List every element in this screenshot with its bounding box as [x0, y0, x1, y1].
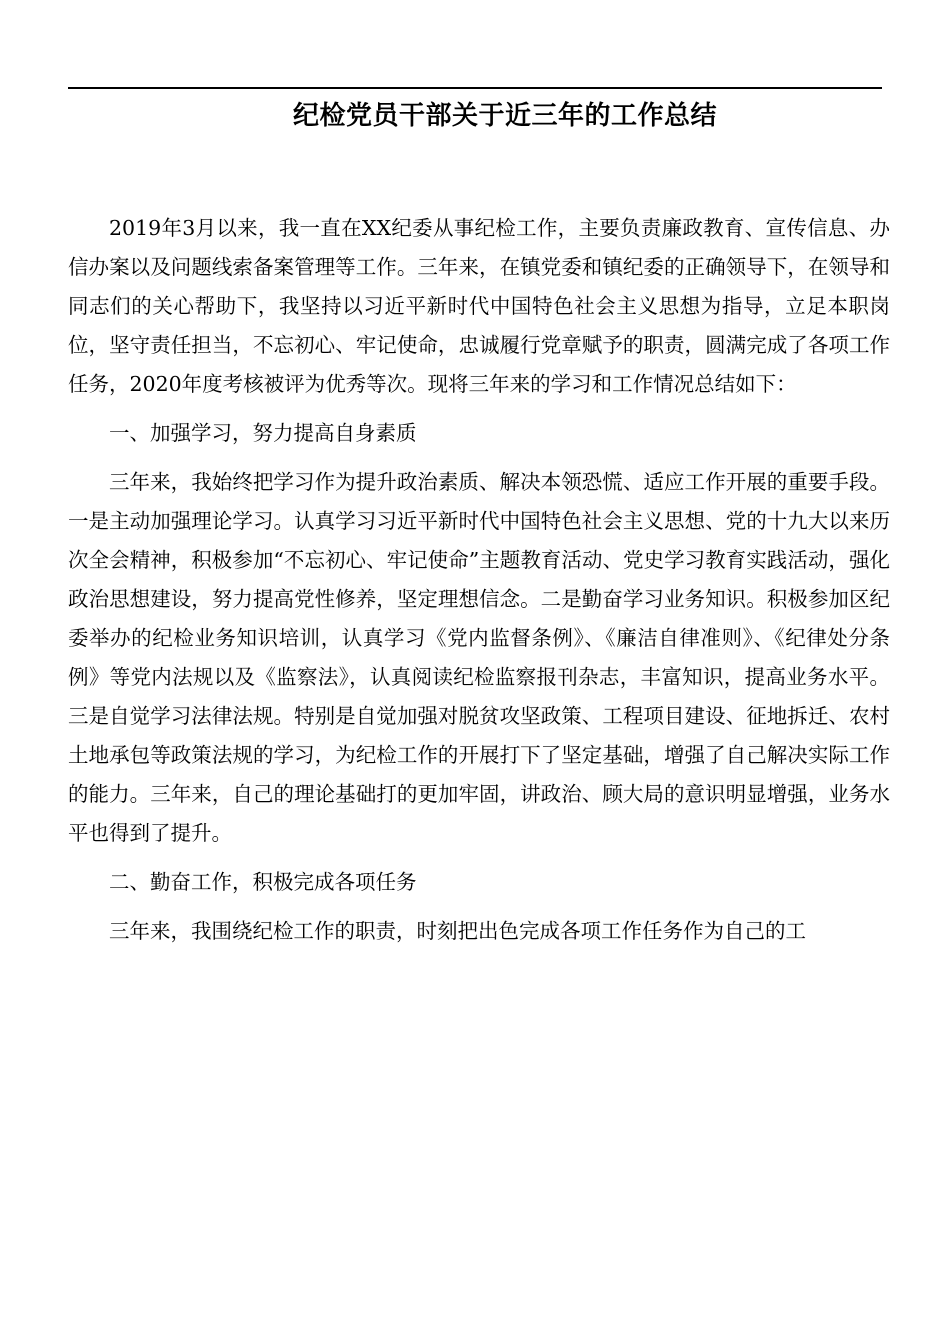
section-heading-2: 二、勤奋工作，积极完成各项任务 — [109, 870, 417, 894]
document-title: 纪检党员干部关于近三年的工作总结 — [292, 101, 717, 131]
header-rule — [68, 87, 882, 89]
document-body — [68, 209, 890, 951]
paragraph-intro: 2019年3月以来，我一直在XX纪委从事纪检工作，主要负责廉政教育、宣传信息、办信办案以及问题线索备案管理等工作。三年来，在镇党委和镇纪委的正确领导下，在领导和同志们的关心帮助下，我坚持以习近平新时代中国特色社会主义思想为指导，立足本职岗位，坚守责任担当，不忘初心、牢记使命，忠诚履行党章赋予的职责，圆满完成了各项工作任务，2020年度考核被评为优秀等次。现将三年来的学习和工作情况总结如下： — [68, 216, 890, 396]
paragraph-work: 三年来，我围绕纪检工作的职责，时刻把出色完成各项工作任务作为自己的工 — [109, 919, 806, 943]
section-heading-1: 一、加强学习，努力提高自身素质 — [109, 421, 417, 445]
paragraph-study: 三年来，我始终把学习作为提升政治素质、解决本领恐慌、适应工作开展的重要手段。一是主动加强理论学习。认真学习习近平新时代中国特色社会主义思想、党的十九大以来历次全会精神，积极参加“不忘初心、牢记使命”主题教育活动、党史学习教育实践活动，强化政治思想建设，努力提高党性修养，坚定理想信念。二是勤奋学习业务知识。积极参加区纪委举办的纪检业务知识培训，认真学习《党内监督条例》、《廉洁自律准则》、《纪律处分条例》等党内法规以及《监察法》，认真阅读纪检监察报刊杂志，丰富知识，提高业务水平。三是自觉学习法律法规。特别是自觉加强对脱贫攻坚政策、工程项目建设、征地拆迁、农村土地承包等政策法规的学习，为纪检工作的开展打下了坚定基础，增强了自己解决实际工作的能力。三年来，自己的理论基础打的更加牢固，讲政治、顾大局的意识明显增强，业务水平也得到了提升。 — [68, 470, 890, 845]
